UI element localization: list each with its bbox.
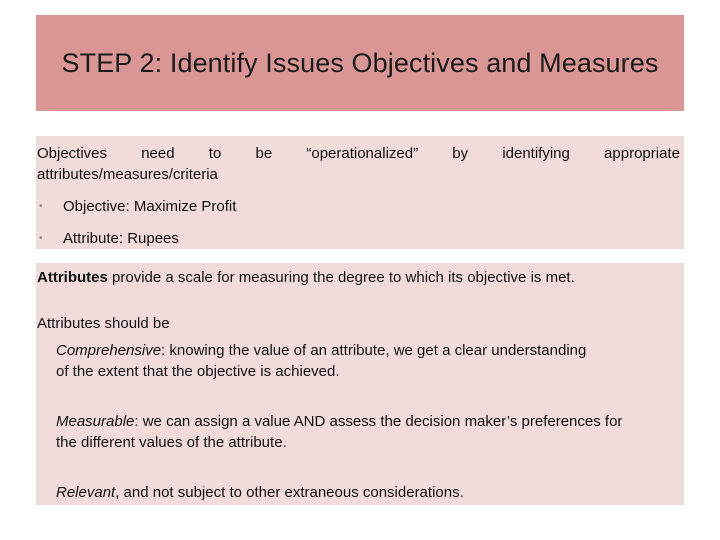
intro-word: to xyxy=(208,145,222,162)
item-text-line2: of the extent that the objective is achieved. xyxy=(56,363,340,380)
intro-line-1 xyxy=(37,143,680,164)
intro-word: by xyxy=(452,145,469,162)
item-text: : knowing the value of an attribute, we get a clear understanding xyxy=(161,342,587,359)
item-term: Measurable xyxy=(56,413,135,430)
intro-word: Objectives xyxy=(37,145,108,162)
intro-word: be xyxy=(255,145,273,162)
title-band xyxy=(36,15,684,111)
slide-title: STEP 2: Identify Issues Objectives and Measures xyxy=(61,47,659,78)
bullet-text: Objective: Maximize Profit xyxy=(63,198,237,215)
intro-word: need xyxy=(141,145,175,162)
attributes-box xyxy=(36,263,684,505)
item-measurable xyxy=(56,411,676,453)
bullet-icon: • xyxy=(39,201,43,212)
bullet-icon: • xyxy=(39,233,43,244)
attributes-definition xyxy=(37,267,575,288)
item-text: , and not subject to other extraneous considerations. xyxy=(115,484,464,501)
item-term: Comprehensive xyxy=(56,342,162,359)
intro-word: appropriate xyxy=(604,145,680,162)
item-term: Relevant xyxy=(56,484,116,501)
attributes-definition-text: provide a scale for measuring the degree to which its objective is met. xyxy=(107,269,575,286)
item-comprehensive xyxy=(56,340,676,382)
bullet-text: Attribute: Rupees xyxy=(63,230,179,247)
item-text: : we can assign a value AND assess the decision maker’s preferences for xyxy=(134,413,623,430)
intro-word: “operationalized” xyxy=(306,145,419,162)
item-relevant xyxy=(56,482,676,503)
intro-word: identifying xyxy=(502,145,570,162)
attributes-should-be: Attributes should be xyxy=(37,315,170,332)
attributes-term: Attributes xyxy=(37,269,108,286)
objectives-box xyxy=(36,136,684,249)
intro-line-2: attributes/measures/criteria xyxy=(37,166,218,183)
item-text-line2: the different values of the attribute. xyxy=(56,434,287,451)
